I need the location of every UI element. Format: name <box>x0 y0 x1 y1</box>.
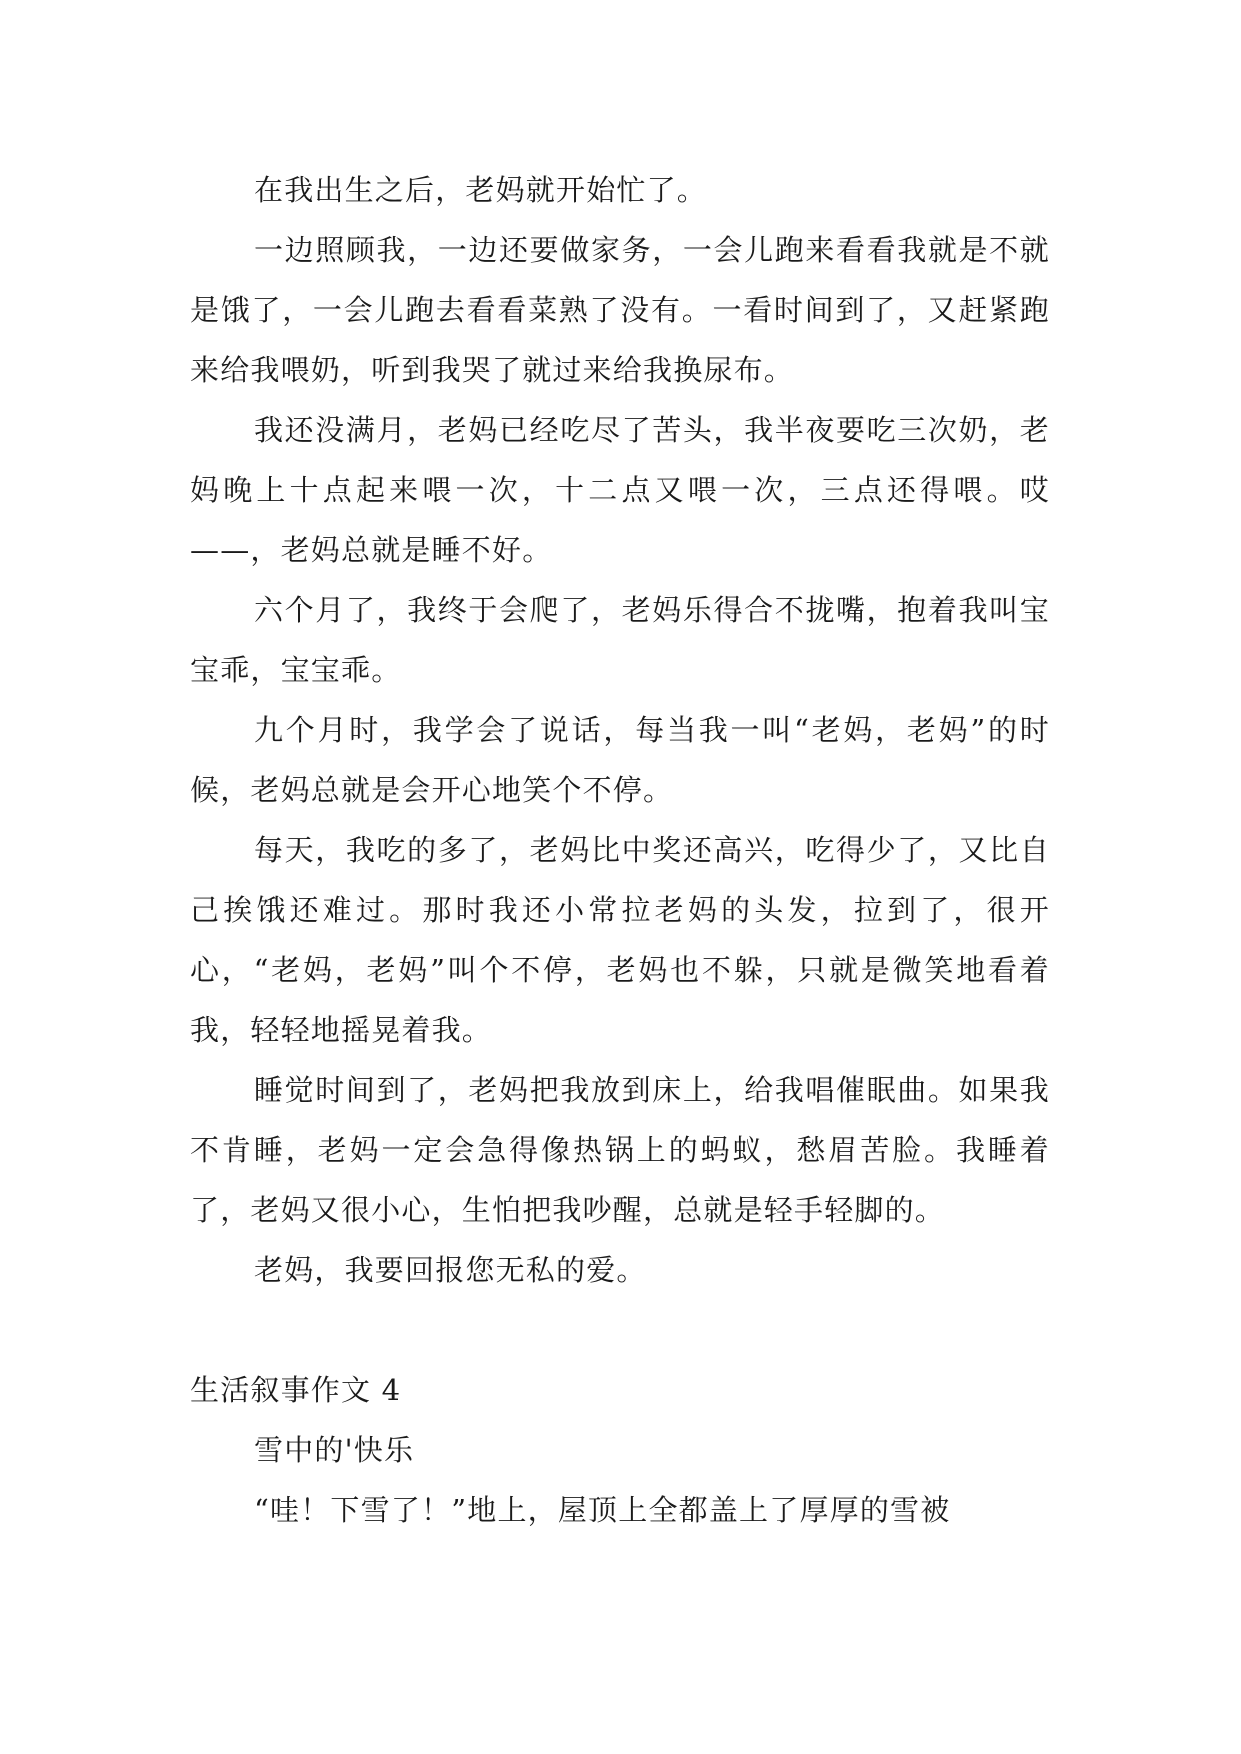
paragraph: 睡觉时间到了，老妈把我放到床上，给我唱催眠曲。如果我不肯睡，老妈一定会急得像热锅上的蚂蚁，愁眉苦脸。我睡着了，老妈又很小心，生怕把我吵醒，总就是轻手轻脚的。 <box>190 1073 1050 1227</box>
paragraph: 九个月时，我学会了说话，每当我一叫“老妈，老妈”的时候，老妈总就是会开心地笑个不停。 <box>190 713 1050 807</box>
paragraph: 老妈，我要回报您无私的爱。 <box>254 1253 647 1287</box>
section-heading: 生活叙事作文 4 <box>190 1373 402 1407</box>
essay-title: 雪中的'快乐 <box>254 1433 415 1467</box>
paragraph: 六个月了，我终于会爬了，老妈乐得合不拢嘴，抱着我叫宝宝乖，宝宝乖。 <box>190 593 1050 687</box>
paragraph: 在我出生之后，老妈就开始忙了。 <box>254 173 708 207</box>
paragraph: 每天，我吃的多了，老妈比中奖还高兴，吃得少了，又比自己挨饿还难过。那时我还小常拉老妈的头发，拉到了，很开心，“老妈，老妈”叫个不停，老妈也不躲，只就是微笑地看着我，轻轻地摇晃着我。 <box>190 833 1050 1047</box>
document-body <box>190 160 1050 1540</box>
paragraph: 我还没满月，老妈已经吃尽了苦头，我半夜要吃三次奶，老妈晚上十点起来喂一次，十二点又喂一次，三点还得喂。哎——，老妈总就是睡不好。 <box>190 413 1050 567</box>
paragraph: 一边照顾我，一边还要做家务，一会儿跑来看看我就是不就是饿了，一会儿跑去看看菜熟了没有。一看时间到了，又赶紧跑来给我喂奶，听到我哭了就过来给我换尿布。 <box>190 233 1050 387</box>
paragraph: “哇！下雪了！”地上，屋顶上全都盖上了厚厚的雪被 <box>254 1493 951 1527</box>
